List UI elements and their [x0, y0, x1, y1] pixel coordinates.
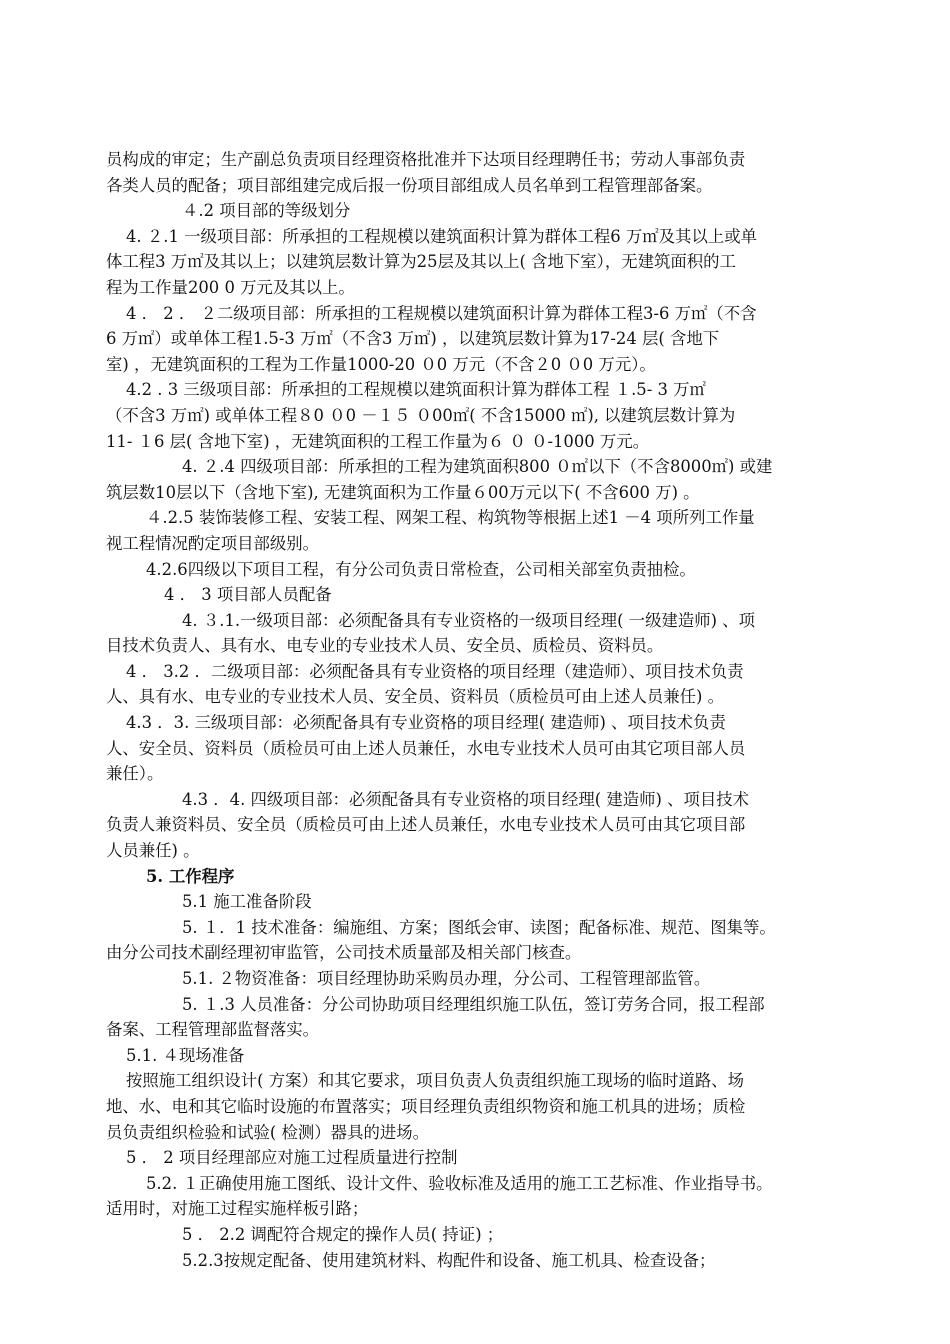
text-line: 室) ，无建筑面积的工程为工作量1000-20 ０0 万元（不含２0 ０0 万元）。 [106, 354, 656, 374]
text-line: 5.2.3按规定配备、使用建筑材料、构配件和设备、施工机具、检查设备； [182, 1250, 716, 1270]
text-line: 适用时，对施工过程实施样板引路； [106, 1199, 369, 1219]
text-line: 5.1. ２物资准备：项目经理协助采购员办理，分公司、工程管理部监管。 [182, 969, 711, 988]
text-line: 5. １.3 人员准备：分公司协助项目经理组织施工队伍，签订劳务合同，报工程部 [182, 994, 765, 1014]
text-line: 地、水、电和其它临时设施的布置落实；项目经理负责组织物资和施工机具的进场；质检 [106, 1096, 746, 1116]
section-heading: ４.2 项目部的等级划分 [182, 201, 351, 221]
text-line: 筑层数10层以下（含地下室), 无建筑面积为工作量６00万元以下( 不含600 万) 。 [106, 482, 700, 502]
text-line: 5. １．1 技术准备：编施组、方案；图纸会审、读图；配备标准、规范、图集等。 [182, 917, 776, 937]
text-line: 员负责组织检验和试验( 检测）器具的进场。 [106, 1122, 430, 1142]
text-line: 人、安全员、资料员（质检员可由上述人员兼任，水电专业技术人员可由其它项目部人员 [106, 738, 746, 758]
text-line: 由分公司技术副经理初审监管，公司技术质量部及相关部门核查。 [106, 943, 582, 963]
text-line: 4. ２.1 一级项目部：所承担的工程规模以建筑面积计算为群体工程6 万㎡及其以上或单 [126, 226, 758, 246]
section-heading: 5 ． 2 项目经理部应对施工过程质量进行控制 [126, 1148, 458, 1168]
text-line: 备案、工程管理部监督落实。 [106, 1020, 320, 1040]
text-line: 4.3 ．4. 四级项目部：必须配备具有专业资格的项目经理( 建造师) 、项目技术 [182, 789, 750, 809]
text-line: 6 万㎡）或单体工程1.5-3 万㎡（不含3 万㎡) ，以建筑层数计算为17-24 层( 含地下 [106, 329, 720, 349]
text-line: （不含3 万㎡) 或单体工程８0 ０0 －１５ ０00㎡( 不含15000 ㎡), 以建筑层数计算为 [106, 405, 736, 425]
text-line: 4.2 . 3 三级项目部：所承担的工程规模以建筑面积计算为群体工程 １.5- 3 万㎡ [126, 380, 706, 400]
text-line: 5.2. １正确使用施工图纸、设计文件、验收标准及适用的施工工艺标准、作业指导书。 [146, 1173, 773, 1193]
text-line: 负责人兼资料员、安全员（质检员可由上述人员兼任，水电专业技术人员可由其它项目部 [106, 815, 746, 835]
text-line: 11- １6 层( 含地下室) ，无建筑面积的工程工作量为６ ０ ０-1000 万元。 [106, 431, 650, 451]
text-line: 4.2.6四级以下项目工程，有分公司负责日常检查，公司相关部室负责抽检。 [146, 559, 696, 579]
text-line: ４.2.5 装饰装修工程、安装工程、网架工程、构筑物等根据上述1 －4 项所列工作量 [146, 508, 755, 528]
chapter-heading: 5. 工作程序 [146, 866, 235, 886]
text-line: 人、具有水、电专业的专业技术人员、安全员、资料员（质检员可由上述人员兼任) 。 [106, 687, 725, 707]
section-heading: 5.1 施工准备阶段 [182, 892, 312, 912]
text-line: 4. ２.4 四级项目部：所承担的工程为建筑面积800 ０㎡以下（不含8000㎡) 或建 [182, 457, 773, 477]
text-line: 4 ． 3.2 ．二级项目部：必须配备具有专业资格的项目经理（建造师）、项目技术负责 [126, 661, 744, 681]
text-line: 兼任）。 [106, 764, 164, 784]
section-heading: 4 ． 3 项目部人员配备 [164, 585, 332, 605]
text-line: 4 ． 2 ． ２二级项目部：所承担的工程规模以建筑面积计算为群体工程3-6 万㎡（不含 [126, 303, 757, 323]
document-body [106, 147, 858, 1273]
text-line: 各类人员的配备；项目部组建完成后报一份项目部组成人员名单到工程管理部备案。 [106, 175, 713, 195]
text-line: 体工程3 万㎡及其以上；以建筑层数计算为25层及其以上( 含地下室），无建筑面积的工 [106, 252, 736, 272]
text-line: 5 ． 2.2 调配符合规定的操作人员( 持证) ； [182, 1224, 504, 1244]
text-line: 按照施工组织设计( 方案）和其它要求，项目负责人负责组织施工现场的临时道路、场 [126, 1071, 745, 1091]
text-line: 4.3 ．3. 三级项目部：必须配备具有专业资格的项目经理( 建造师) 、项目技术负责 [126, 713, 726, 733]
text-line: 目技术负责人、具有水、电专业的专业技术人员、安全员、质检员、资料员。 [106, 636, 664, 656]
text-line: 程为工作量200 0 万元及其以上。 [106, 277, 355, 297]
text-line: 4. ３.1.一级项目部：必须配备具有专业资格的一级项目经理( 一级建造师) 、项 [182, 610, 756, 630]
text-line: 员构成的审定；生产副总负责项目经理资格批准并下达项目经理聘任书；劳动人事部负责 [106, 150, 746, 169]
section-heading: 5.1. ４现场准备 [126, 1045, 245, 1065]
text-line: 视工程情况酌定项目部级别。 [106, 533, 320, 553]
text-line: 人员兼任) 。 [106, 841, 200, 861]
